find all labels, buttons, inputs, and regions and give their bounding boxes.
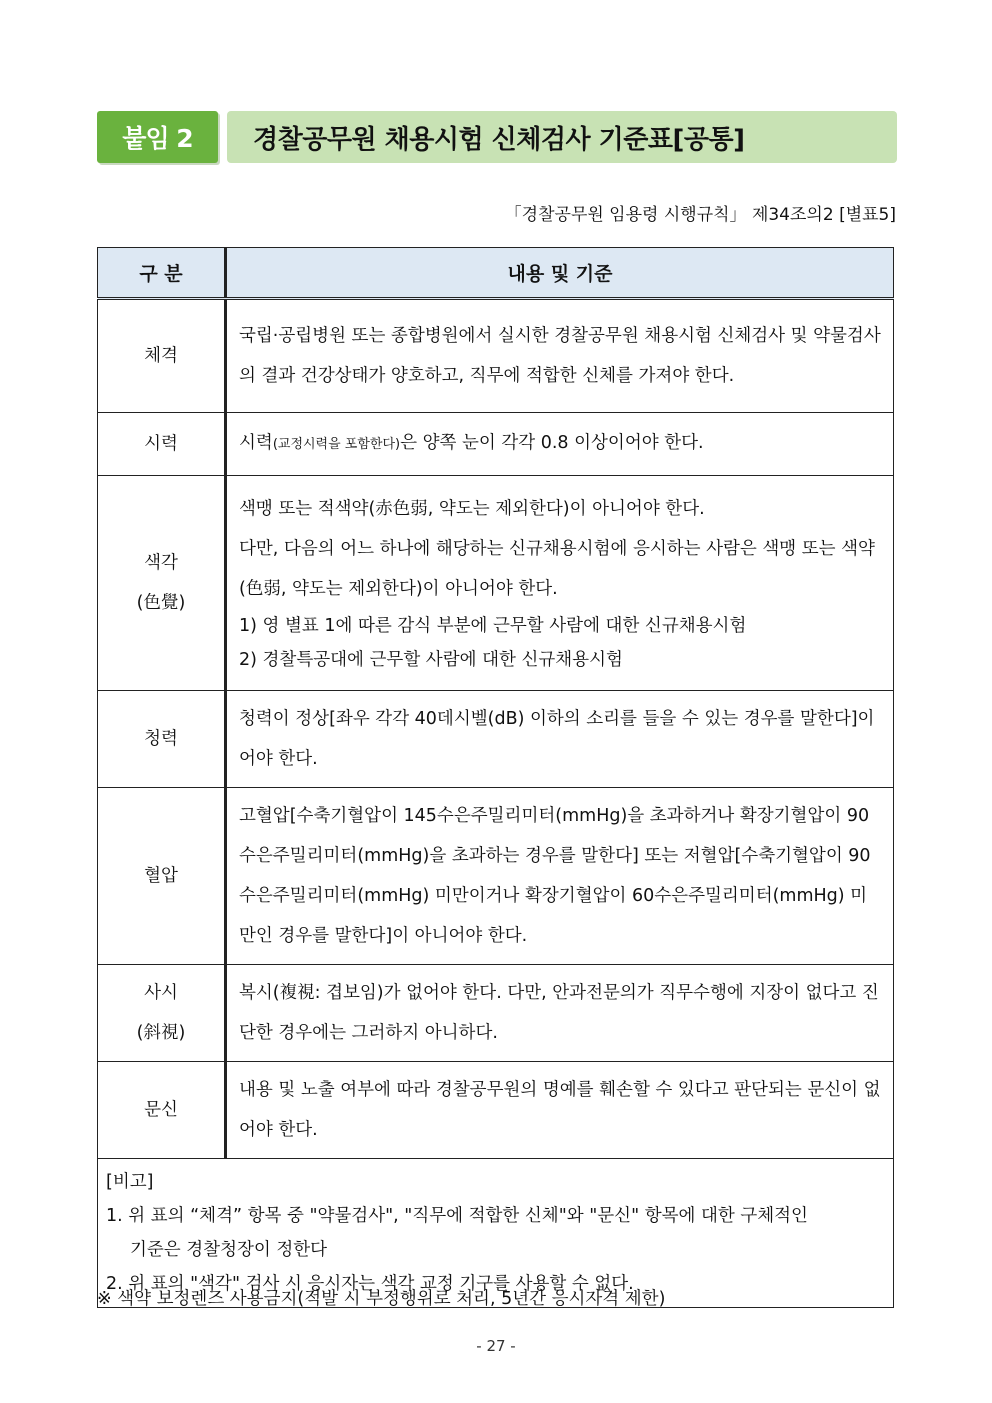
note-1-continued: 기준은 경찰청장이 정한다 (130, 1240, 328, 1260)
row-content-strabismus: 복시(複視: 겹보임)가 없어야 한다. 다만, 안과전문의가 직무수행에 지장이 없다고 진단한 경우에는 그러하지 아니하다. (226, 965, 894, 1062)
attachment-badge: 붙임 2 (97, 111, 218, 163)
table-row (98, 965, 894, 1062)
strabismus-label: 사시 (144, 983, 178, 1003)
row-label-color (98, 476, 226, 691)
row-label-strabismus (98, 965, 226, 1062)
vision-prefix: 시력 (239, 433, 273, 453)
color-line-1: 색맹 또는 적색약(赤色弱, 약도는 제외한다)이 아니어야 한다. (239, 499, 705, 519)
criteria-table (97, 247, 894, 1308)
color-line-2: 다만, 다음의 어느 하나에 해당하는 신규채용시험에 응시하는 사람은 색맹 또는 색약(色弱, 약도는 제외한다)이 아니어야 한다. (239, 539, 875, 599)
strabismus-label-hanja: (斜視) (136, 1023, 186, 1043)
footnote: ※ 색약 보정렌즈 사용금지(적발 시 부정행위로 처리, 5년간 응시자격 제한) (97, 1289, 666, 1309)
vision-suffix: 은 양쪽 눈이 각각 0.8 이상이어야 한다. (400, 433, 704, 453)
header-category: 구 분 (98, 248, 226, 299)
notes-title: [비고] (106, 1172, 154, 1192)
page-header (97, 111, 897, 163)
legal-reference: 「경찰공무원 임용령 시행규칙」 제34조의2 [별표5] (504, 205, 896, 225)
table-header-row (98, 248, 894, 299)
table-row (98, 691, 894, 788)
row-content-physique: 국립·공립병원 또는 종합병원에서 실시한 경찰공무원 채용시험 신체검사 및 약물검사의 결과 건강상태가 양호하고, 직무에 적합한 신체를 가져야 한다. (226, 299, 894, 413)
table-row (98, 476, 894, 691)
row-content-color (226, 476, 894, 691)
table-row (98, 1062, 894, 1159)
page-number: - 27 - (476, 1337, 516, 1355)
note-1: 1. 위 표의 “체격” 항목 중 "약물검사", "직무에 적합한 신체"와 "문신" 항목에 대한 구체적인 (106, 1206, 808, 1226)
row-content-blood-pressure: 고혈압[수축기혈압이 145수은주밀리미터(mmHg)을 초과하거나 확장기혈압이 90수은주밀리미터(mmHg)을 초과하는 경우를 말한다] 또는 저혈압[수축기혈압이 90수은주밀리미터(mmHg) 미만이거나 확장기혈압이 60수은주밀리미터(mmHg) 미만인 경우를 말한다]이 아니어야 한다. (226, 788, 894, 965)
header-content: 내용 및 기준 (226, 248, 894, 299)
row-label-hearing: 청력 (98, 691, 226, 788)
row-label-physique: 체격 (98, 299, 226, 413)
document-title: 경찰공무원 채용시험 신체검사 기준표[공통] (227, 111, 897, 163)
row-content-hearing: 청력이 정상[좌우 각각 40데시벨(dB) 이하의 소리를 들을 수 있는 경우를 말한다]이어야 한다. (226, 691, 894, 788)
color-item-2: 2) 경찰특공대에 근무할 사람에 대한 신규채용시험 (239, 650, 623, 670)
table-row (98, 299, 894, 413)
note-2: 2. 위 표의 "색각" 검사 시 응시자는 색각 교정 기구를 사용할 수 없다. (106, 1274, 634, 1294)
row-label-vision: 시력 (98, 413, 226, 476)
color-label-hanja: (色覺) (136, 593, 186, 613)
table-row (98, 413, 894, 476)
table-row (98, 788, 894, 965)
row-label-blood-pressure: 혈압 (98, 788, 226, 965)
row-label-tattoo: 문신 (98, 1062, 226, 1159)
vision-note: (교정시력을 포함한다) (272, 437, 401, 452)
color-label: 색각 (144, 553, 178, 573)
color-item-1: 1) 영 별표 1에 따른 감식 부분에 근무할 사람에 대한 신규채용시험 (239, 616, 747, 636)
row-content-tattoo: 내용 및 노출 여부에 따라 경찰공무원의 명예를 훼손할 수 있다고 판단되는 문신이 없어야 한다. (226, 1062, 894, 1159)
row-content-vision (226, 413, 894, 476)
